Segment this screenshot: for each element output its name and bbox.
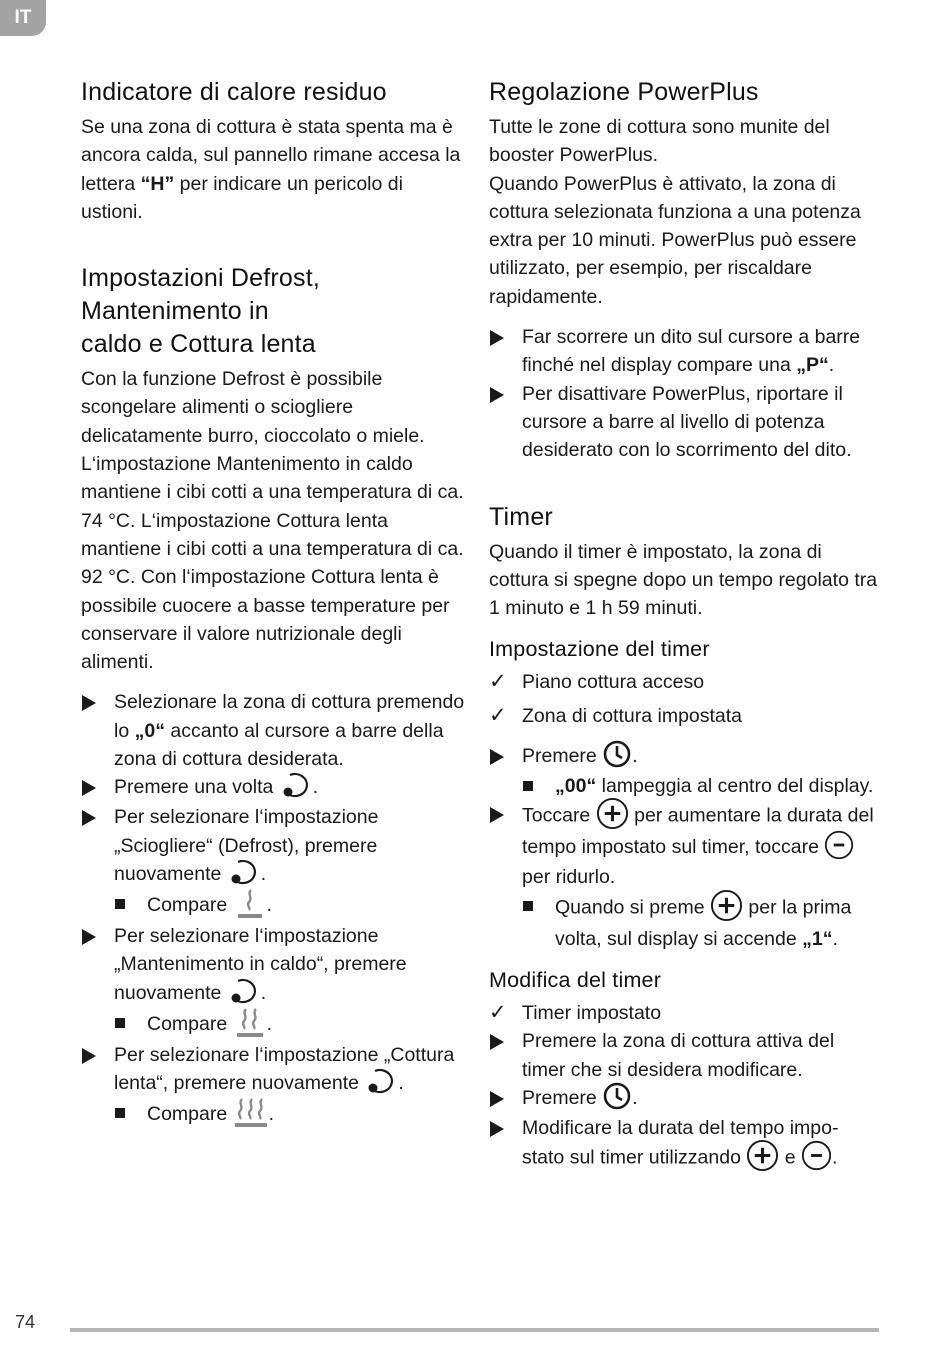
step-item: Premere . „00“ lampeggia al centro del display. <box>489 742 879 800</box>
cooking-zone-icon <box>227 857 261 887</box>
checkmark-icon: ✓ <box>489 703 507 727</box>
check-item: ✓ Timer impostato <box>489 1000 662 1024</box>
arrow-bullet-icon <box>490 330 504 346</box>
timer-setting-checks <box>489 668 879 730</box>
arrow-bullet-icon <box>82 810 96 826</box>
arrow-bullet-icon <box>82 695 96 711</box>
step-item: Per disattivare PowerPlus, riportare il cursore a barre al livello di potenza desiderato con lo scorrimento del dito. <box>489 380 879 465</box>
defrost-title: Impostazioni Defrost, Mantenimento in caldo e Cottura lenta <box>81 264 321 359</box>
step-item: Far scorrere un dito sul cursore a barre finché nel display compare una „P“. <box>489 323 879 380</box>
minus-button-icon <box>824 830 854 860</box>
step-item: Premere una volta . <box>81 773 466 803</box>
timer-modify-steps <box>489 999 879 1175</box>
timer-section <box>489 501 879 623</box>
step-item: Toccare per aumentare la durata del tempo impostato sul timer, toccare per ridurlo. Quando si preme per la prima volta, sul display si accende „1“. <box>489 800 879 953</box>
step-item: Per selezionare l‘impostazione „Cottura lenta“, premere nuovamente . Compare . <box>81 1041 466 1131</box>
residual-heat-section <box>81 76 466 226</box>
cooking-zone-icon <box>364 1066 398 1096</box>
arrow-bullet-icon <box>490 1034 504 1050</box>
sub-item: Quando si preme per la prima volta, sul display si accende „1“. <box>522 892 879 953</box>
step-item: Premere . <box>489 1084 879 1114</box>
square-bullet-icon <box>115 899 125 909</box>
cooking-zone-icon <box>227 976 261 1006</box>
arrow-bullet-icon <box>490 1091 504 1107</box>
defrost-section <box>81 262 466 1131</box>
check-item: ✓ Zona di cottura impostata <box>489 703 743 727</box>
square-bullet-icon <box>115 1018 125 1028</box>
step-item: Modificare la durata del tempo impo-stato sul timer utilizzando e . <box>489 1114 879 1175</box>
minus-button-icon <box>801 1140 832 1171</box>
timer-setting-steps <box>489 742 879 953</box>
checkmark-icon: ✓ <box>489 1000 507 1024</box>
timer-modify-section <box>489 965 879 1175</box>
sub-item: Compare . <box>114 890 466 922</box>
slow-cook-symbol-icon <box>233 1096 269 1128</box>
timer-setting-section <box>489 634 879 952</box>
page-number: 74 <box>15 1312 36 1332</box>
cooking-zone-icon <box>279 770 313 800</box>
keep-warm-symbol-icon <box>233 1006 267 1038</box>
check-item: ✓ Piano cottura acceso <box>489 670 705 694</box>
arrow-bullet-icon <box>82 780 96 796</box>
defrost-steps <box>81 688 466 1130</box>
powerplus-title: Regolazione PowerPlus <box>489 78 759 106</box>
timer-setting-title: Impostazione del timer <box>489 637 710 662</box>
arrow-bullet-icon <box>490 387 504 403</box>
defrost-body: Con la funzione Defrost è possibile scongelare alimenti o sciogliere delicatamente burro, cioccolato o miele. L‘impostazione Mantenimento in caldo mantiene i cibi cotti a una temperatura di ca. 74 °C. L‘impostazione Cottura lenta mantiene i cibi cotti a una temperatura di ca. 92 °C. Con l‘impostazione Cottura lenta è possibile cuocere a basse temperature per conservare il valore nutrizionale degli alimenti. <box>81 368 464 674</box>
arrow-bullet-icon <box>490 749 504 765</box>
square-bullet-icon <box>523 901 533 911</box>
timer-clock-icon <box>602 739 632 769</box>
step-item: Premere la zona di cottura attiva del timer che si desidera modificare. <box>489 1027 879 1084</box>
timer-modify-title: Modifica del timer <box>489 967 662 992</box>
step-item: Per selezionare l‘impostazione „Sciogliere“ (Defrost), premere nuovamente . Compare . <box>81 803 466 922</box>
square-bullet-icon <box>523 781 533 791</box>
step-item: Per selezionare l‘impostazione „Mantenimento in caldo“, premere nuovamente . Compare . <box>81 922 466 1041</box>
footer-divider <box>70 1328 879 1332</box>
residual-heat-title: Indicatore di calore residuo <box>81 78 387 106</box>
arrow-bullet-icon <box>82 1048 96 1064</box>
arrow-bullet-icon <box>490 807 504 823</box>
sub-item: Compare . <box>114 1009 466 1041</box>
powerplus-body-1: Tutte le zone di cottura sono munite del booster PowerPlus. <box>489 116 830 167</box>
left-column <box>81 76 466 1131</box>
right-column <box>489 76 879 1175</box>
sub-item: Compare . <box>114 1099 466 1131</box>
plus-button-icon <box>596 797 629 830</box>
timer-title: Timer <box>489 502 553 531</box>
powerplus-section <box>489 76 879 465</box>
arrow-bullet-icon <box>490 1121 504 1137</box>
powerplus-body-2: Quando PowerPlus è attivato, la zona di cottura selezionata funziona a una potenza extra per 10 minuti. PowerPlus può essere utilizzato, per esempio, per riscaldare rapidamente. <box>489 172 861 308</box>
plus-button-icon <box>746 1139 779 1172</box>
powerplus-steps <box>489 323 879 464</box>
language-tab: IT <box>0 0 46 36</box>
checkmark-icon: ✓ <box>489 670 507 694</box>
plus-button-icon <box>710 889 743 922</box>
step-item: Selezionare la zona di cottura premendo lo „0“ accanto al cursore a barre della zona di cottura desiderata. <box>81 688 466 773</box>
residual-heat-text: Se una zona di cottura è stata spenta ma è ancora calda, sul pannello rimane accesa la lettera “H” per indicare un pericolo di ustioni. <box>81 116 461 223</box>
square-bullet-icon <box>115 1108 125 1118</box>
timer-clock-icon <box>602 1081 632 1111</box>
arrow-bullet-icon <box>82 929 96 945</box>
timer-body: Quando il timer è impostato, la zona di cottura si spegne dopo un tempo regolato tra 1 minuto e 1 h 59 minuti. <box>489 540 878 620</box>
defrost-symbol-icon <box>233 887 267 919</box>
sub-item: „00“ lampeggia al centro del display. <box>522 772 879 800</box>
